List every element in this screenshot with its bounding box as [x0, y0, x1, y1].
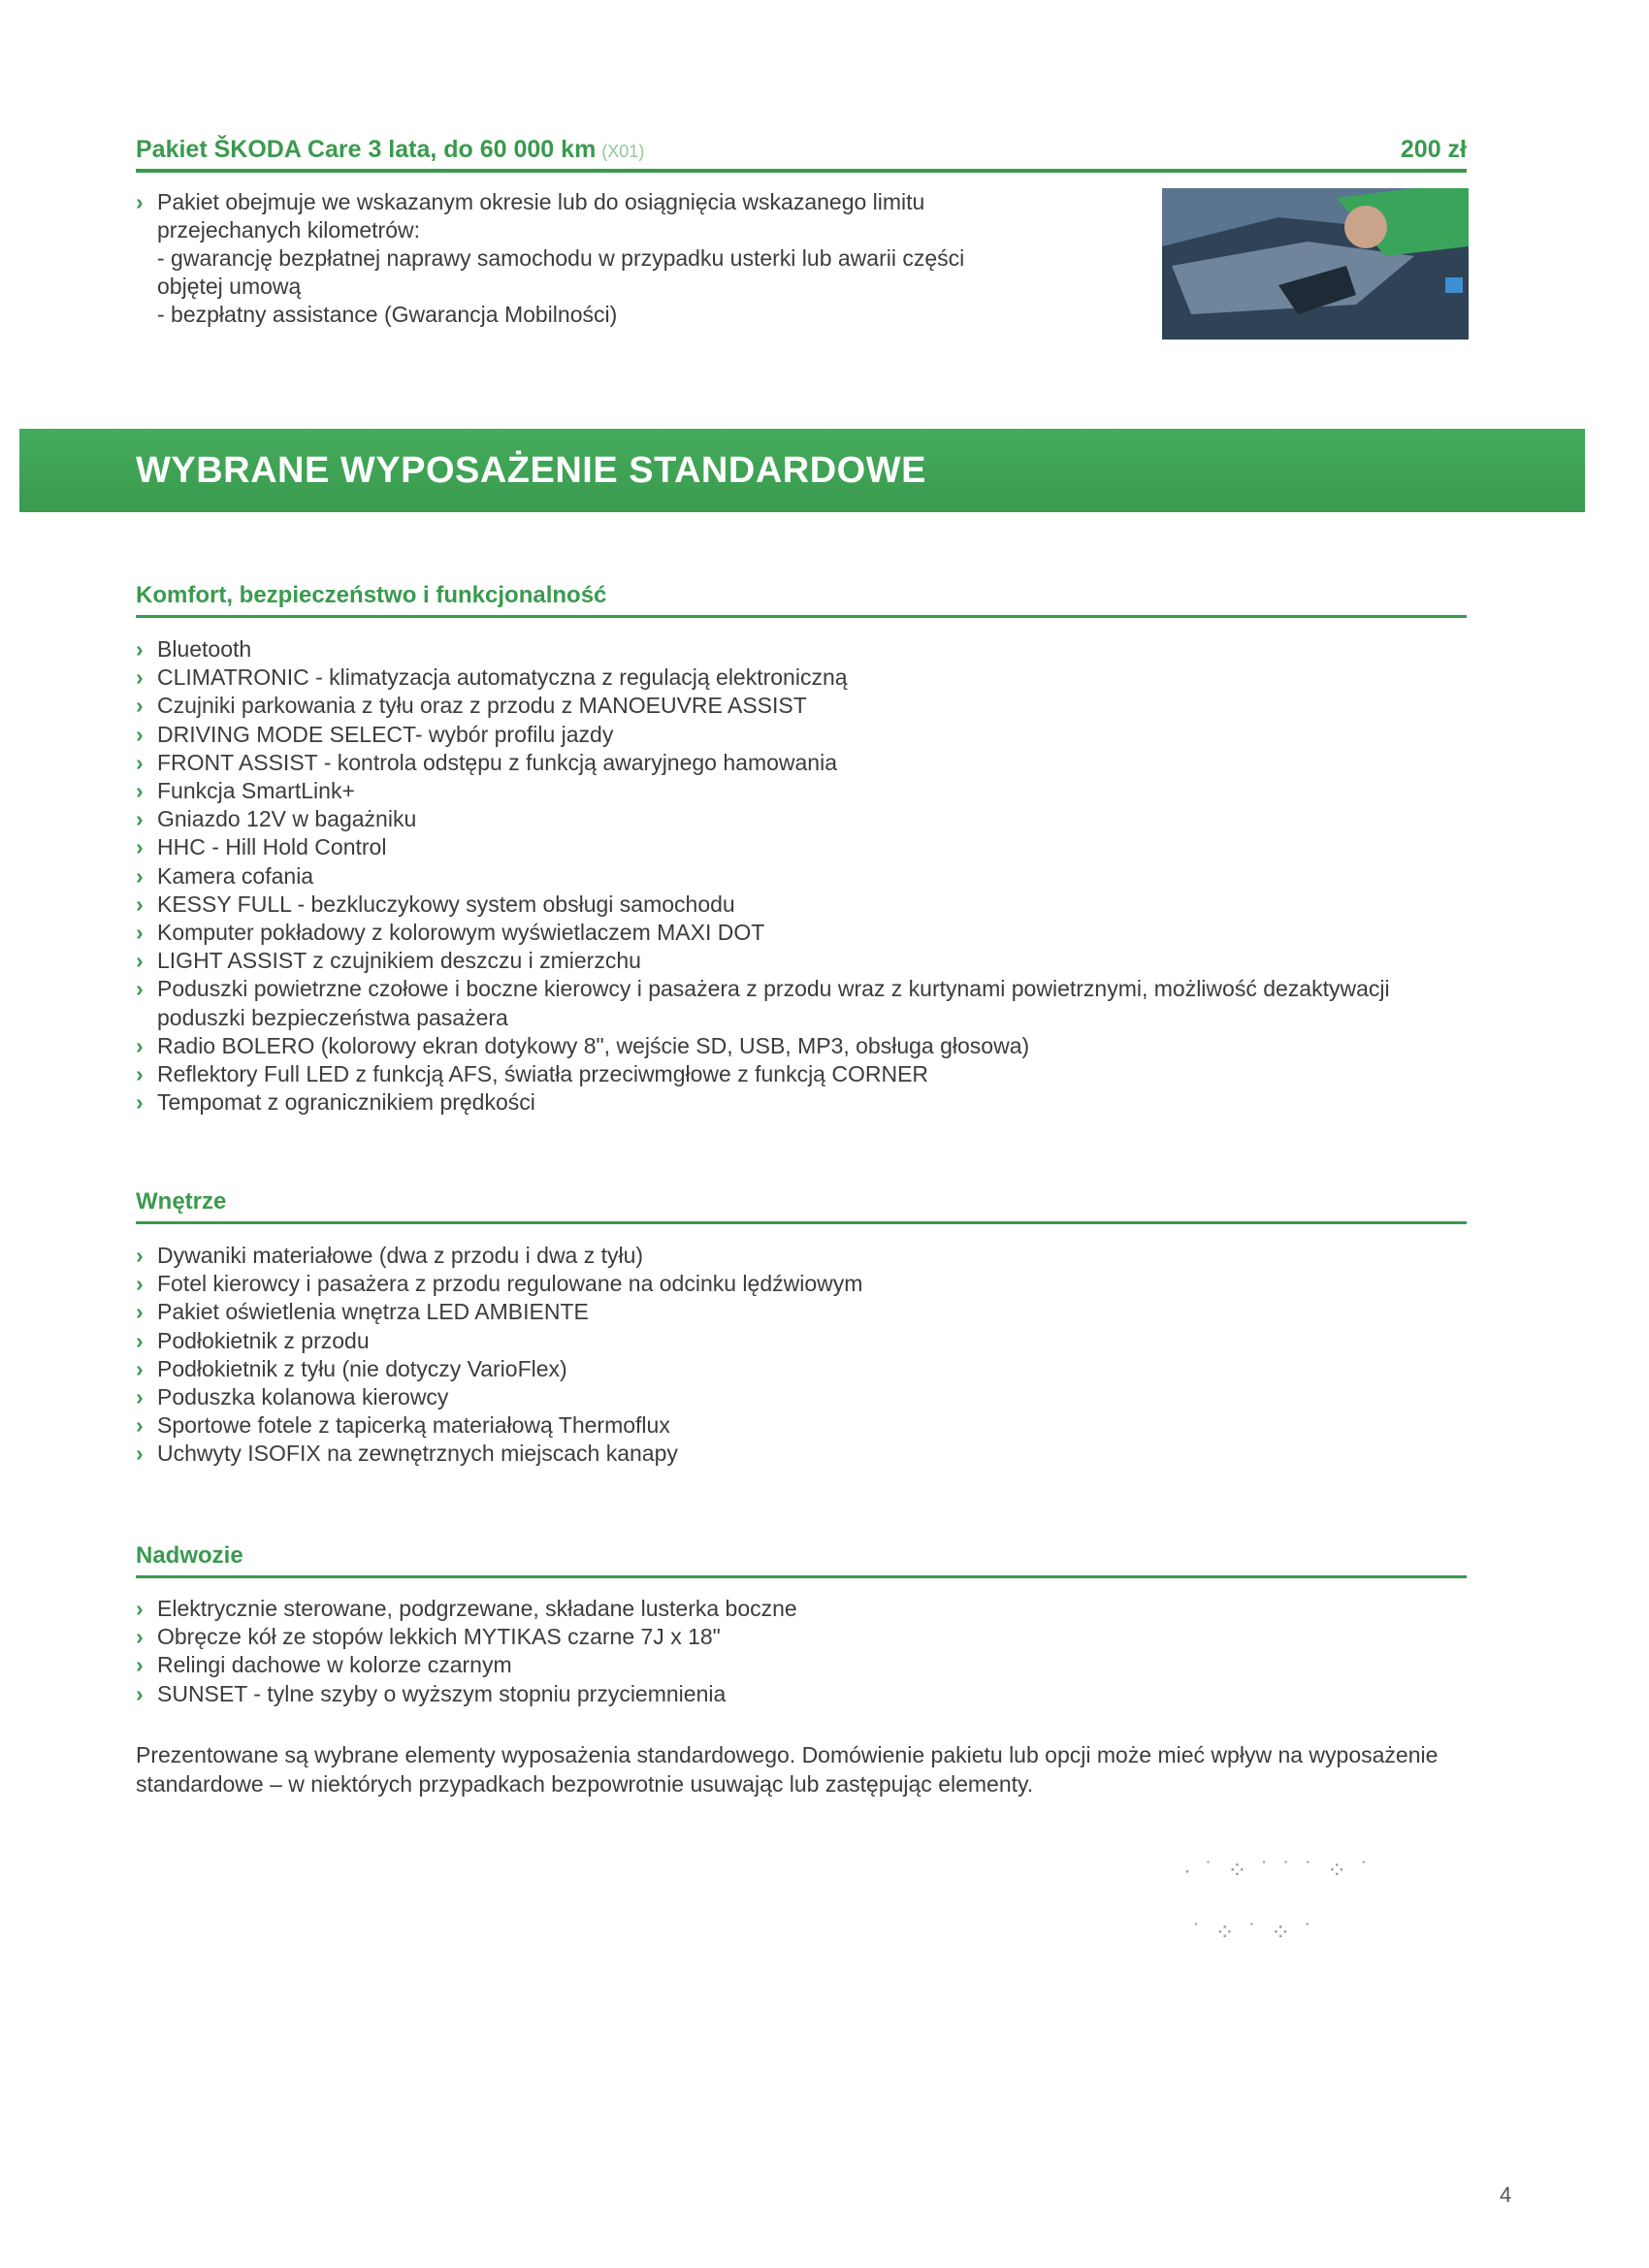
package-description	[136, 188, 1067, 329]
chevron-right-icon: ›	[136, 1299, 144, 1325]
list-item: › Funkcja SmartLink+	[136, 777, 1474, 805]
chevron-right-icon: ›	[136, 1680, 144, 1706]
chevron-right-icon: ›	[136, 749, 144, 775]
list-item: › Poduszki powietrzne czołowe i boczne kierowcy i pasażera z przodu wraz z kurtynami powietrznymi, możliwość dezaktywacji poduszki bezpieczeństwa pasażera	[136, 976, 1390, 1030]
list-item: › HHC - Hill Hold Control	[136, 833, 1474, 861]
list-item: › Poduszka kolanowa kierowcy	[136, 1383, 1474, 1411]
list-item: › SUNSET - tylne szyby o wyższym stopniu przyciemnienia	[136, 1680, 1474, 1708]
chevron-right-icon: ›	[136, 693, 144, 719]
chevron-right-icon: ›	[136, 891, 144, 917]
list-item: › KESSY FULL - bezkluczykowy system obsługi samochodu	[136, 891, 1474, 919]
chevron-right-icon: ›	[136, 1061, 144, 1087]
service-photo-illustration	[1162, 188, 1469, 340]
chevron-right-icon: ›	[136, 920, 144, 946]
chevron-right-icon: ›	[136, 1441, 144, 1467]
list-item: › Sportowe fotele z tapicerką materiałową Thermoflux	[136, 1411, 1474, 1440]
section-heading-body: Nadwozie	[136, 1542, 1467, 1578]
chevron-right-icon: ›	[136, 1271, 144, 1297]
package-desc-line: › Pakiet obejmuje we wskazanym okresie lub do osiągnięcia wskazanego limitu	[136, 189, 925, 214]
chevron-right-icon: ›	[136, 1243, 144, 1268]
package-header	[136, 136, 1467, 173]
package-desc-line: przejechanych kilometrów:	[157, 217, 421, 243]
chevron-right-icon: ›	[136, 1089, 144, 1116]
stamp-mark: · ˙ ⁘ ˙ ˙ ˙ ⁘ ˙	[1183, 1858, 1373, 1884]
chevron-right-icon: ›	[136, 1624, 144, 1650]
section-list-body	[136, 1595, 1474, 1708]
chevron-right-icon: ›	[136, 1032, 144, 1058]
list-item: › Tempomat z ogranicznikiem prędkości	[136, 1088, 1474, 1117]
package-desc-line: - gwarancję bezpłatnej naprawy samochodu w przypadku usterki lub awarii części	[157, 245, 965, 271]
banner-title: WYBRANE WYPOSAŻENIE STANDARDOWE	[136, 450, 926, 491]
list-item: › Pakiet oświetlenia wnętrza LED AMBIENTE	[136, 1298, 1474, 1326]
package-desc-line: objętej umową	[157, 274, 302, 299]
list-item: › CLIMATRONIC - klimatyzacja automatyczna z regulacją elektroniczną	[136, 664, 1474, 692]
list-item: › Radio BOLERO (kolorowy ekran dotykowy 8", wejście SD, USB, MP3, obsługa głosowa)	[136, 1032, 1474, 1060]
list-item: › Elektrycznie sterowane, podgrzewane, składane lusterka boczne	[136, 1595, 1474, 1623]
list-item: › Komputer pokładowy z kolorowym wyświetlaczem MAXI DOT	[136, 919, 1474, 947]
list-item: › Podłokietnik z tyłu (nie dotyczy VarioFlex)	[136, 1355, 1474, 1383]
chevron-right-icon: ›	[136, 1384, 144, 1410]
chevron-right-icon: ›	[136, 1327, 144, 1353]
chevron-right-icon: ›	[136, 976, 144, 1002]
banner	[19, 429, 1585, 512]
section-list-interior	[136, 1242, 1474, 1469]
chevron-right-icon: ›	[136, 862, 144, 889]
section-list-comfort	[136, 635, 1474, 1117]
list-item: › Czujniki parkowania z tyłu oraz z przodu z MANOEUVRE ASSIST	[136, 692, 1474, 720]
chevron-right-icon: ›	[136, 806, 144, 832]
section-heading-interior: Wnętrze	[136, 1188, 1467, 1224]
list-item: › Relingi dachowe w kolorze czarnym	[136, 1651, 1474, 1679]
package-title: Pakiet ŠKODA Care 3 lata, do 60 000 km (X01)	[136, 136, 645, 163]
package-code: (X01)	[601, 142, 645, 161]
list-item: › Uchwyty ISOFIX na zewnętrznych miejscach kanapy	[136, 1440, 1474, 1468]
stamp-mark: ˙ ⁘ ˙ ⁘ ˙	[1193, 1920, 1316, 1946]
list-item: › Bluetooth	[136, 635, 1474, 664]
page-number: 4	[1500, 2183, 1512, 2207]
chevron-right-icon: ›	[136, 189, 144, 214]
chevron-right-icon: ›	[136, 778, 144, 804]
list-item: › FRONT ASSIST - kontrola odstępu z funkcją awaryjnego hamowania	[136, 749, 1474, 777]
service-photo	[1162, 188, 1469, 340]
list-item: › Kamera cofania	[136, 862, 1474, 891]
package-desc-line: - bezpłatny assistance (Gwarancja Mobilności)	[157, 302, 618, 327]
list-item: › Obręcze kół ze stopów lekkich MYTIKAS czarne 7J x 18"	[136, 1623, 1474, 1651]
list-item: › Dywaniki materiałowe (dwa z przodu i dwa z tyłu)	[136, 1242, 1474, 1270]
section-heading-comfort: Komfort, bezpieczeństwo i funkcjonalność	[136, 582, 1467, 618]
list-item: › DRIVING MODE SELECT- wybór profilu jazdy	[136, 721, 1474, 749]
list-item: › Reflektory Full LED z funkcją AFS, światła przeciwmgłowe z funkcją CORNER	[136, 1060, 1474, 1088]
list-item: › Fotel kierowcy i pasażera z przodu regulowane na odcinku lędźwiowym	[136, 1270, 1474, 1298]
list-item: › Gniazdo 12V w bagażniku	[136, 805, 1474, 833]
chevron-right-icon: ›	[136, 664, 144, 691]
chevron-right-icon: ›	[136, 834, 144, 860]
chevron-right-icon: ›	[136, 636, 144, 662]
list-item: › LIGHT ASSIST z czujnikiem deszczu i zmierzchu	[136, 947, 1474, 975]
chevron-right-icon: ›	[136, 1412, 144, 1439]
disclaimer-note: Prezentowane są wybrane elementy wyposażenia standardowego. Domówienie pakietu lub opcji może mieć wpływ na wyposażenie standardowe – w niektórych przypadkach bezpowrotnie usuwając lub zastępując elementy.	[136, 1742, 1439, 1797]
chevron-right-icon: ›	[136, 1596, 144, 1621]
package-price: 200 zł	[1400, 136, 1467, 163]
chevron-right-icon: ›	[136, 1652, 144, 1678]
chevron-right-icon: ›	[136, 948, 144, 974]
chevron-right-icon: ›	[136, 1355, 144, 1381]
chevron-right-icon: ›	[136, 721, 144, 747]
list-item: › Podłokietnik z przodu	[136, 1327, 1474, 1355]
